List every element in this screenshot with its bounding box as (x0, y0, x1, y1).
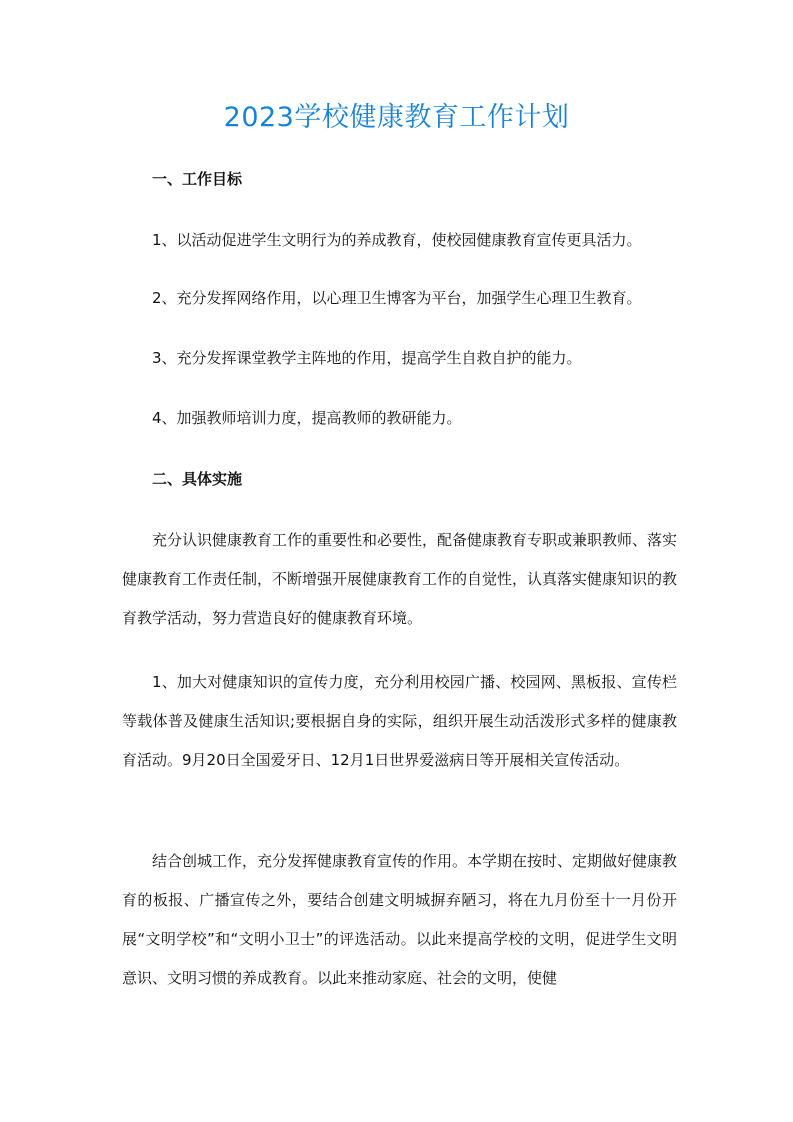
implementation-paragraph-3: 结合创城工作，充分发挥健康教育宣传的作用。本学期在按时、定期做好健康教育的板报、广播宣传之外，要结合创建文明城摒弃陋习，将在九月份至十一月份开展“文明学校”和“文明小卫士”的评选活动。以此来提高学校的文明，促进学生文明意识、文明习惯的养成教育。以此来推动家庭、社会的文明，使健 (122, 852, 678, 987)
goal-item-3: 3、充分发挥课堂教学主阵地的作用，提高学生自救自护的能力。 (152, 349, 582, 367)
implementation-paragraph-1: 充分认识健康教育工作的重要性和必要性，配备健康教育专职或兼职教师、落实健康教育工作责任制，不断增强开展健康教育工作的自觉性，认真落实健康知识的教育教学活动，努力营造良好的健康教育环境。 (122, 531, 678, 627)
section-heading-goals: 一、工作目标 (152, 170, 243, 188)
implementation-paragraph-2: 1、加大对健康知识的宣传力度，充分利用校园广播、校园网、黑板报、宣传栏等载体普及健康生活知识;要根据自身的实际，组织开展生动活泼形式多样的健康教育活动。9月20日全国爱牙日、12月1日世界爱滋病日等开展相关宣传活动。 (122, 673, 677, 769)
goal-item-1: 1、以活动促进学生文明行为的养成教育，使校园健康教育宣传更具活力。 (152, 231, 642, 249)
section-heading-implementation: 二、具体实施 (152, 470, 243, 488)
goal-item-4: 4、加强教师培训力度，提高教师的教研能力。 (152, 409, 462, 427)
goal-item-2: 2、充分发挥网络作用，以心理卫生博客为平台，加强学生心理卫生教育。 (152, 289, 642, 307)
document-title: 2023学校健康教育工作计划 (223, 102, 570, 133)
